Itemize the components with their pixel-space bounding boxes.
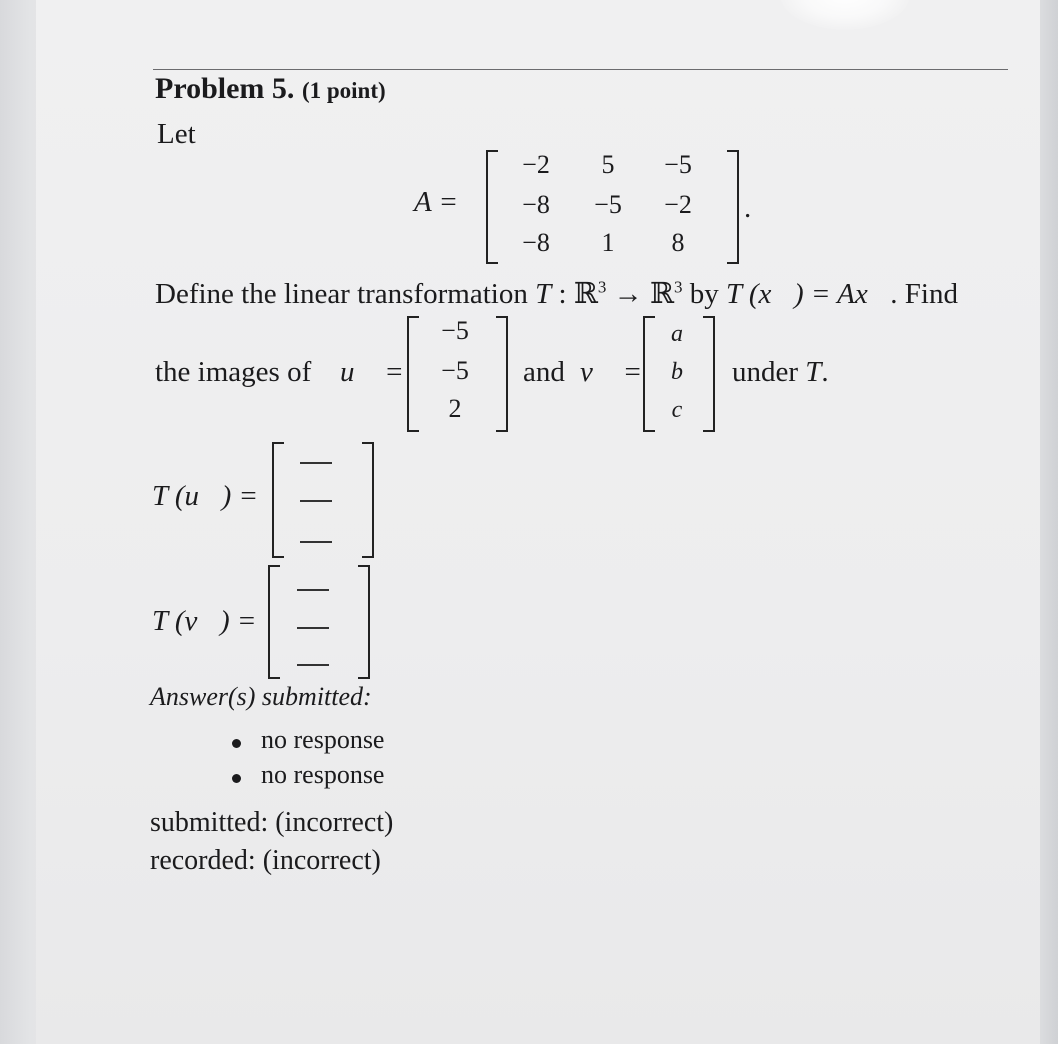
tu-left-bracket	[272, 442, 284, 558]
matrix-cell: −5	[594, 190, 622, 219]
matrix-cell: 5	[601, 150, 615, 179]
matrix-cell: −8	[522, 190, 550, 219]
tv-answer-blank-2[interactable]	[297, 627, 329, 629]
matrix-cell: 8	[671, 228, 685, 257]
top-rule	[153, 69, 1008, 70]
tv-right-bracket	[358, 565, 370, 679]
under-period: .	[821, 356, 829, 388]
map-t: T	[535, 278, 552, 310]
v-vector-entry: c	[671, 397, 683, 423]
tv-answer-blank-3[interactable]	[297, 664, 329, 666]
tu-right-bracket	[362, 442, 374, 558]
tu-answer-blank-2[interactable]	[300, 500, 332, 502]
map-codomain: → ℝ	[606, 278, 674, 310]
matrix-cell: −8	[522, 228, 550, 257]
bullet-icon	[232, 739, 241, 748]
tv-answer-blank-1[interactable]	[297, 589, 329, 591]
problem-number: Problem 5.	[155, 72, 295, 105]
tv-left-bracket	[268, 565, 280, 679]
matrix-left-bracket	[486, 150, 498, 264]
v-vector-entry: a	[671, 321, 683, 347]
under-label: under	[732, 356, 799, 388]
intro-text: Let	[157, 118, 196, 150]
v-vector-right-bracket	[703, 316, 715, 432]
u-equals: u⃗ =	[340, 356, 404, 388]
u-vector-entry: −5	[441, 356, 469, 385]
transform-expression: T (x⃗) = Ax⃗	[726, 278, 891, 310]
map-domain-exp: 3	[597, 277, 607, 297]
u-vector-left-bracket	[407, 316, 419, 432]
matrix-label: A =	[414, 186, 459, 218]
matrix-period: .	[744, 192, 752, 224]
under-text	[732, 356, 829, 389]
matrix-right-bracket	[727, 150, 739, 264]
u-vector-entry: −5	[441, 316, 469, 345]
u-vector-entry: 2	[448, 394, 462, 423]
find-text: . Find	[890, 278, 958, 310]
v-vector-entry: b	[671, 359, 683, 385]
matrix-cell: −2	[522, 150, 550, 179]
map-domain: : ℝ	[551, 278, 598, 310]
problem-title	[155, 72, 386, 106]
map-codomain-exp: 3	[674, 277, 683, 297]
tu-label: T (u⃗) =	[152, 480, 259, 512]
by-text: by	[682, 278, 726, 310]
define-text: Define the linear transformation	[155, 278, 528, 310]
tu-answer-blank-3[interactable]	[300, 541, 332, 543]
answer-item: no response	[261, 725, 385, 754]
tv-label: T (v⃗) =	[152, 605, 257, 637]
bullet-icon	[232, 774, 241, 783]
problem-points: (1 point)	[301, 78, 386, 103]
definition-line	[155, 276, 958, 311]
images-of-text: the images of	[155, 356, 312, 388]
answers-heading: Answer(s) submitted:	[150, 682, 372, 711]
matrix-cell: −5	[664, 150, 692, 179]
matrix-cell: −2	[664, 190, 692, 219]
tu-answer-blank-1[interactable]	[300, 462, 332, 464]
submitted-status: submitted: (incorrect)	[150, 807, 394, 838]
v-vector-left-bracket	[643, 316, 655, 432]
answer-item: no response	[261, 760, 385, 789]
recorded-status: recorded: (incorrect)	[150, 845, 381, 876]
u-vector-right-bracket	[496, 316, 508, 432]
v-equals: v⃗ =	[580, 356, 643, 388]
matrix-cell: 1	[601, 228, 615, 257]
and-text: and	[523, 356, 565, 388]
under-t: T	[805, 356, 822, 388]
